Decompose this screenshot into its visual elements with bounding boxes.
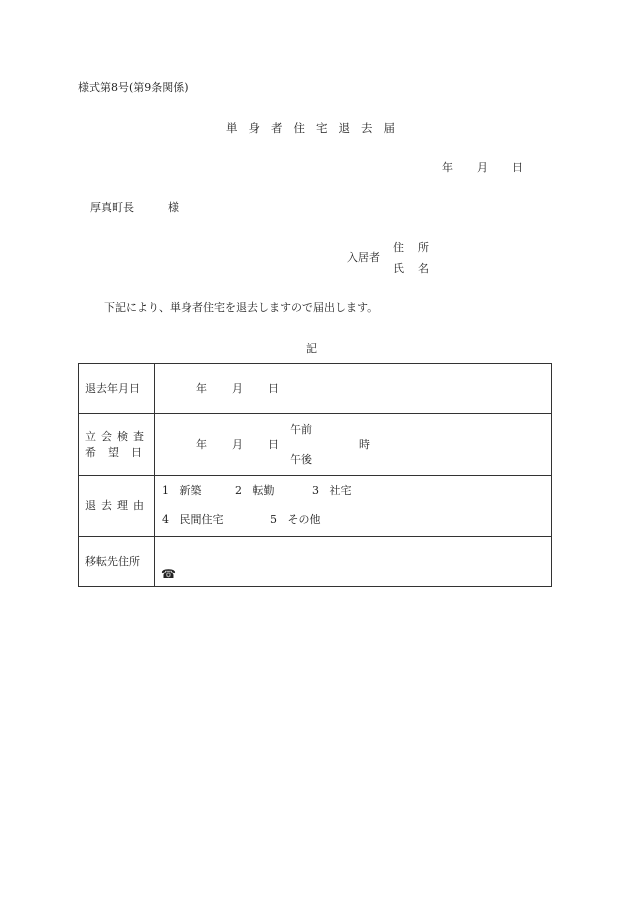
inspection-hour: 時 (359, 438, 370, 451)
reason-option-2[interactable] (235, 484, 275, 498)
reason-option-4[interactable] (162, 513, 224, 527)
reason-option-3[interactable] (312, 484, 352, 498)
name-char-2: 名 (418, 262, 429, 275)
row-inspection (79, 414, 552, 476)
row-reason (79, 476, 552, 537)
inspection-pm: 午後 (290, 453, 312, 466)
move-out-date-label: 退去年月日 (79, 364, 155, 414)
reason-1-num: 1 (162, 484, 169, 497)
inspection-field[interactable] (155, 414, 552, 476)
inspection-month: 月 (232, 438, 243, 451)
move-out-year: 年 (196, 382, 207, 395)
inspection-day: 日 (268, 438, 279, 451)
resident-label: 入居者 (347, 251, 380, 264)
address-char-1: 住 (393, 241, 404, 254)
addressee-name: 厚真町長 (90, 201, 134, 214)
ki-heading: 記 (306, 342, 317, 355)
reason-3-num: 3 (312, 484, 319, 497)
reason-label: 退去理由 (79, 476, 155, 537)
intro-text: 下記により、単身者住宅を退去しますので届出します。 (104, 301, 379, 314)
date-month: 月 (477, 161, 488, 174)
reason-field (155, 476, 552, 537)
submission-date (442, 161, 523, 175)
move-out-form-table (78, 363, 552, 587)
document-title: 単身者住宅退去届 (226, 121, 406, 135)
reason-4-text: 民間住宅 (179, 513, 224, 526)
row-move-out-date (79, 364, 552, 414)
reason-option-1[interactable] (162, 484, 202, 498)
date-year: 年 (442, 161, 453, 174)
move-out-day: 日 (268, 382, 279, 395)
inspection-year: 年 (196, 438, 207, 451)
reason-2-num: 2 (235, 484, 242, 497)
date-day: 日 (512, 161, 523, 174)
phone-icon: ☎ (161, 567, 176, 581)
new-address-field[interactable] (155, 537, 552, 587)
resident-address-label (393, 241, 429, 255)
move-out-month: 月 (232, 382, 243, 395)
inspection-am: 午前 (290, 423, 312, 436)
addressee-honorific: 様 (168, 201, 179, 214)
reason-1-text: 新築 (179, 484, 202, 497)
resident-name-label (393, 262, 429, 276)
reason-5-num: 5 (270, 513, 277, 526)
addressee (90, 201, 179, 215)
reason-option-5[interactable] (270, 513, 321, 527)
inspection-label (79, 414, 155, 476)
name-char-1: 氏 (393, 262, 404, 275)
reason-4-num: 4 (162, 513, 169, 526)
reason-2-text: 転勤 (252, 484, 275, 497)
reason-5-text: その他 (287, 513, 321, 526)
new-address-label: 移転先住所 (79, 537, 155, 587)
reason-3-text: 社宅 (329, 484, 352, 497)
address-char-2: 所 (418, 241, 429, 254)
move-out-date-field[interactable] (155, 364, 552, 414)
inspection-label-line2: 希望日 (85, 445, 154, 459)
row-new-address (79, 537, 552, 587)
form-number: 様式第8号(第9条関係) (78, 81, 189, 94)
inspection-label-line1: 立会検査 (85, 429, 149, 443)
